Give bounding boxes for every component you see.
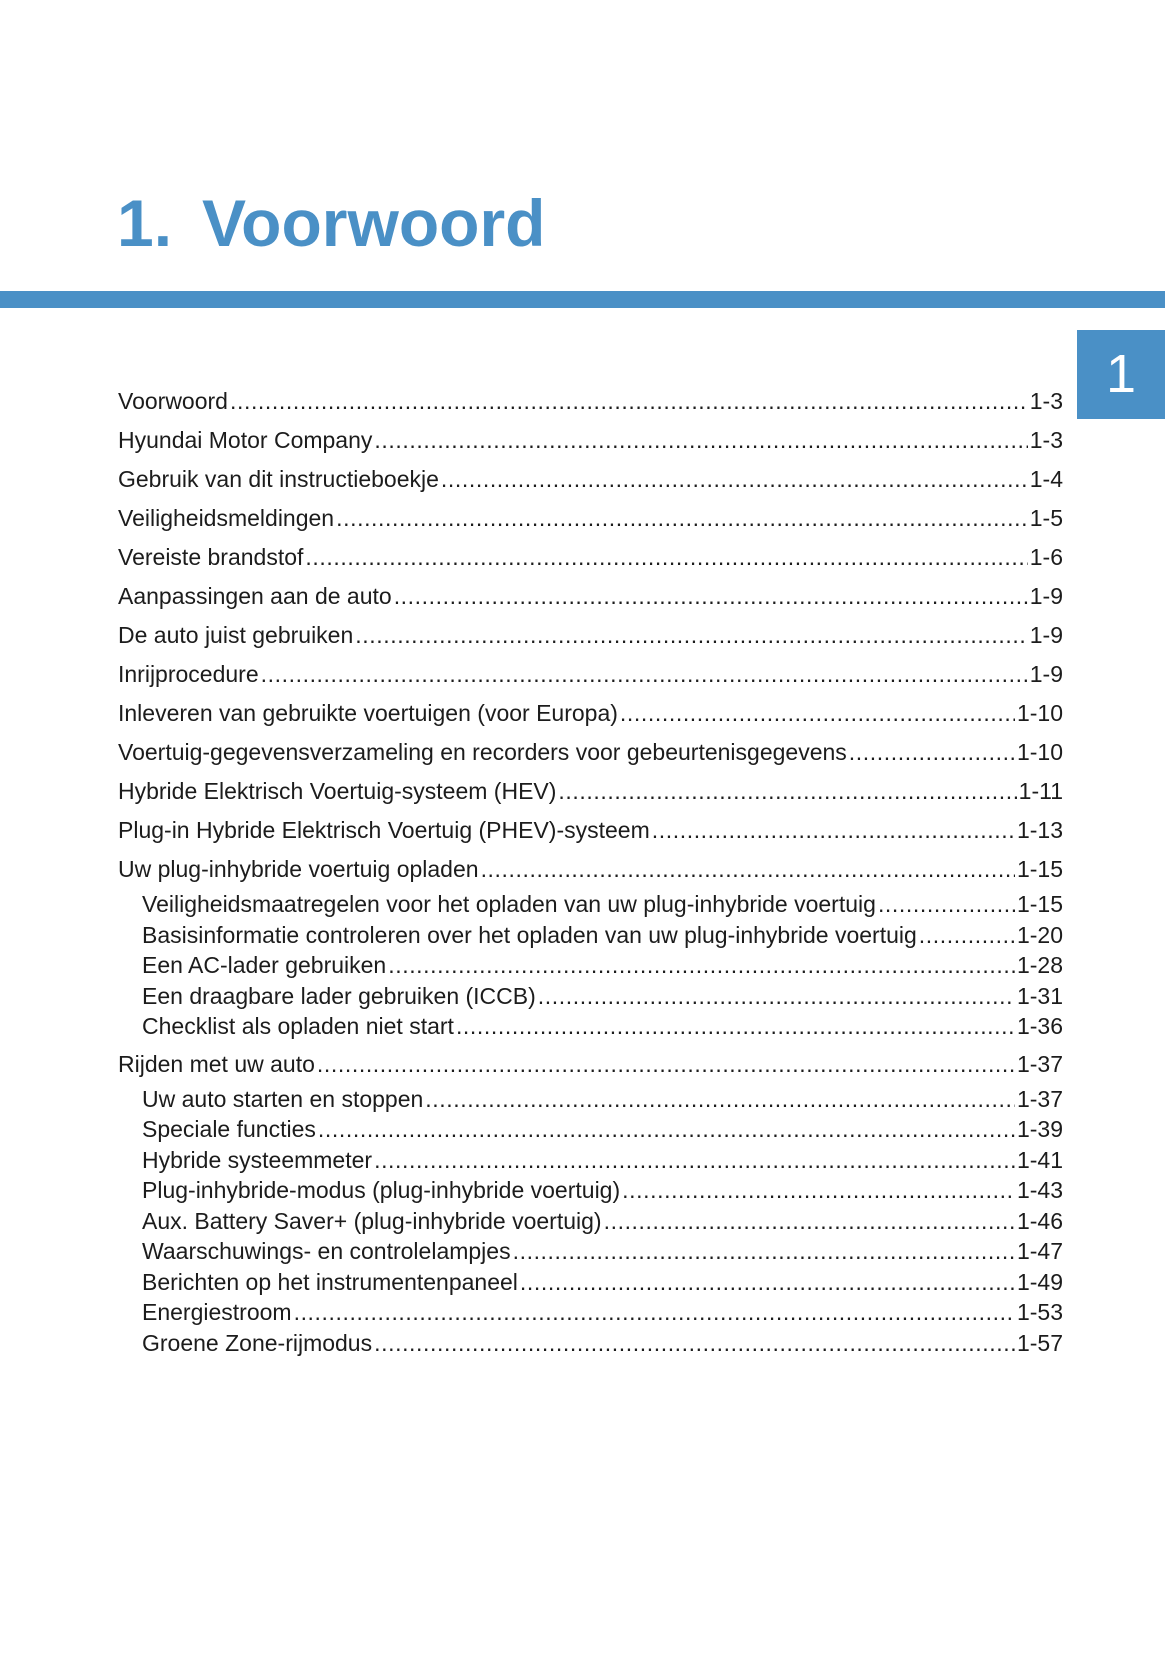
- toc-subentry[interactable]: [118, 1267, 1063, 1298]
- toc-entry-page: 1-6: [1029, 544, 1063, 570]
- toc-entry[interactable]: [118, 538, 1063, 577]
- toc-entry-title: Inrijprocedure: [118, 661, 259, 687]
- dot-leader: [425, 1084, 1015, 1115]
- dot-leader: [919, 920, 1015, 951]
- dot-leader: [878, 889, 1015, 920]
- toc-subentry-title: Berichten op het instrumentenpaneel: [142, 1268, 518, 1295]
- toc-subentry-page: 1-41: [1016, 1146, 1063, 1173]
- dot-leader: [849, 733, 1015, 772]
- toc-subentry-page: 1-31: [1016, 982, 1063, 1009]
- toc-subentry-page: 1-36: [1016, 1013, 1063, 1039]
- toc-entry[interactable]: [118, 382, 1063, 421]
- toc-subentry-title: Checklist als opladen niet start: [142, 1013, 454, 1039]
- toc-entry-title: Aanpassingen aan de auto: [118, 583, 392, 609]
- toc-subentry-title: Uw auto starten en stoppen: [142, 1085, 424, 1112]
- toc-entry-page: 1-9: [1029, 583, 1063, 609]
- dot-leader: [456, 1011, 1015, 1042]
- toc-entry-title: Uw plug-inhybride voertuig opladen: [118, 856, 479, 882]
- dot-leader: [374, 1328, 1015, 1359]
- toc-subentry-title: Aux. Battery Saver+ (plug-inhybride voertuig): [142, 1207, 602, 1234]
- toc-entry[interactable]: [118, 733, 1063, 772]
- dot-leader: [513, 1236, 1015, 1267]
- toc-entry-title: Inleveren van gebruikte voertuigen (voor Europa): [118, 700, 618, 726]
- dot-leader: [538, 981, 1015, 1012]
- toc-subentry[interactable]: [118, 889, 1063, 920]
- toc-subentry-page: 1-15: [1016, 891, 1063, 917]
- toc-entry[interactable]: [118, 850, 1063, 889]
- toc-group: [118, 733, 1063, 772]
- toc-entry-page: 1-3: [1029, 388, 1063, 414]
- dot-leader: [388, 950, 1015, 981]
- dot-leader: [622, 1175, 1015, 1206]
- toc-entry-page: 1-13: [1016, 817, 1063, 843]
- dot-leader: [317, 1045, 1015, 1084]
- toc-subentry-title: Veiligheidsmaatregelen voor het opladen van uw plug-inhybride voertuig: [142, 891, 876, 917]
- dot-leader: [230, 382, 1028, 421]
- toc-group: [118, 538, 1063, 577]
- toc-group: [118, 850, 1063, 1042]
- toc-entry-page: 1-10: [1016, 700, 1063, 726]
- dot-leader: [355, 616, 1027, 655]
- toc-entry-title: Rijden met uw auto: [118, 1050, 315, 1077]
- chapter-number: 1.: [117, 186, 173, 260]
- toc-group: [118, 577, 1063, 616]
- toc-subentry-page: 1-49: [1016, 1268, 1063, 1295]
- toc-group: [118, 499, 1063, 538]
- toc-group: [118, 460, 1063, 499]
- dot-leader: [604, 1206, 1015, 1237]
- toc-entry-page: 1-11: [1018, 778, 1063, 804]
- toc-group: [118, 694, 1063, 733]
- toc-entry-title: Voorwoord: [118, 388, 228, 414]
- toc-subentry-title: Waarschuwings- en controlelampjes: [142, 1238, 511, 1264]
- toc-entry[interactable]: [118, 655, 1063, 694]
- chapter-tab-number: 1: [1105, 344, 1137, 404]
- toc-subentry-page: 1-37: [1016, 1085, 1063, 1112]
- toc-subentry[interactable]: [118, 1206, 1063, 1237]
- chapter-tab: [1077, 330, 1165, 419]
- dot-leader: [620, 694, 1015, 733]
- toc-subentry[interactable]: [118, 1328, 1063, 1359]
- toc-entry-title: Veiligheidsmeldingen: [118, 505, 335, 531]
- dot-leader: [374, 421, 1027, 460]
- toc-group: [118, 1045, 1063, 1359]
- toc-entry[interactable]: [118, 1045, 1063, 1084]
- toc-subentry-title: Basisinformatie controleren over het opladen van uw plug-inhybride voertuig: [142, 921, 917, 948]
- toc-entry-page: 1-10: [1016, 739, 1063, 765]
- dot-leader: [394, 577, 1028, 616]
- toc-entry-page: 1-4: [1029, 466, 1063, 492]
- toc-entry-title: Voertuig-gegevensverzameling en recorders voor gebeurtenisgegevens: [118, 739, 847, 765]
- toc-group: [118, 811, 1063, 850]
- dot-leader: [374, 1145, 1015, 1176]
- table-of-contents: [118, 382, 1063, 1358]
- dot-leader: [305, 538, 1027, 577]
- toc-entry[interactable]: [118, 577, 1063, 616]
- toc-entry-page: 1-9: [1029, 661, 1063, 687]
- toc-subentry-title: Speciale functies: [142, 1116, 316, 1142]
- toc-group: [118, 421, 1063, 460]
- toc-subentry[interactable]: [118, 1084, 1063, 1115]
- toc-entry[interactable]: [118, 616, 1063, 655]
- toc-group: [118, 382, 1063, 421]
- dot-leader: [441, 460, 1028, 499]
- toc-entry-page: 1-9: [1029, 622, 1063, 648]
- toc-subentry[interactable]: [118, 1236, 1063, 1267]
- toc-entry-title: Vereiste brandstof: [118, 544, 304, 570]
- dot-leader: [558, 772, 1016, 811]
- toc-subentry-page: 1-53: [1016, 1299, 1063, 1325]
- toc-subentry-page: 1-46: [1016, 1207, 1063, 1234]
- dot-leader: [520, 1267, 1015, 1298]
- dot-leader: [336, 499, 1028, 538]
- toc-subentry-page: 1-57: [1016, 1329, 1063, 1356]
- toc-entry-page: 1-15: [1016, 856, 1063, 882]
- toc-entry-title: Hyundai Motor Company: [118, 427, 373, 453]
- toc-subentry-page: 1-20: [1016, 921, 1063, 948]
- dot-leader: [261, 655, 1028, 694]
- toc-entry[interactable]: [118, 421, 1063, 460]
- chapter-title: Voorwoord: [202, 186, 546, 260]
- dot-leader: [294, 1297, 1015, 1328]
- toc-subentry-page: 1-28: [1016, 952, 1063, 978]
- toc-entry-title: De auto juist gebruiken: [118, 622, 354, 648]
- toc-subentry[interactable]: [118, 920, 1063, 951]
- toc-group: [118, 655, 1063, 694]
- toc-subentry[interactable]: [118, 1297, 1063, 1328]
- toc-entry-page: 1-3: [1029, 427, 1063, 453]
- toc-subentry-title: Een AC-lader gebruiken: [142, 952, 387, 978]
- toc-entry-title: Gebruik van dit instructieboekje: [118, 466, 439, 492]
- dot-leader: [318, 1114, 1015, 1145]
- toc-entry[interactable]: [118, 460, 1063, 499]
- toc-entry-page: 1-37: [1016, 1050, 1063, 1077]
- toc-subentry-title: Groene Zone-rijmodus: [142, 1329, 373, 1356]
- toc-subentry-title: Een draagbare lader gebruiken (ICCB): [142, 982, 536, 1009]
- toc-entry[interactable]: [118, 772, 1063, 811]
- toc-subentry-title: Energiestroom: [142, 1299, 292, 1325]
- toc-subentry-page: 1-47: [1016, 1238, 1063, 1264]
- toc-group: [118, 616, 1063, 655]
- toc-subentry[interactable]: [118, 1114, 1063, 1145]
- toc-subentry[interactable]: [118, 1145, 1063, 1176]
- toc-group: [118, 772, 1063, 811]
- toc-subentry-title: Hybride systeemmeter: [142, 1146, 373, 1173]
- toc-subentry[interactable]: [118, 1011, 1063, 1042]
- chapter-divider-bar: [0, 291, 1165, 308]
- chapter-heading: [117, 188, 545, 258]
- toc-entry-title: Plug-in Hybride Elektrisch Voertuig (PHEV)-systeem: [118, 817, 650, 843]
- toc-entry[interactable]: [118, 811, 1063, 850]
- toc-subentry[interactable]: [118, 981, 1063, 1012]
- dot-leader: [481, 850, 1015, 889]
- toc-subentry-page: 1-43: [1016, 1177, 1063, 1203]
- toc-entry[interactable]: [118, 499, 1063, 538]
- toc-entry[interactable]: [118, 694, 1063, 733]
- toc-entry-page: 1-5: [1029, 505, 1063, 531]
- toc-subentry[interactable]: [118, 950, 1063, 981]
- toc-subentry-title: Plug-inhybride-modus (plug-inhybride voertuig): [142, 1177, 621, 1203]
- toc-entry-title: Hybride Elektrisch Voertuig-systeem (HEV): [118, 778, 557, 804]
- dot-leader: [652, 811, 1015, 850]
- toc-subentry[interactable]: [118, 1175, 1063, 1206]
- toc-subentry-page: 1-39: [1016, 1116, 1063, 1142]
